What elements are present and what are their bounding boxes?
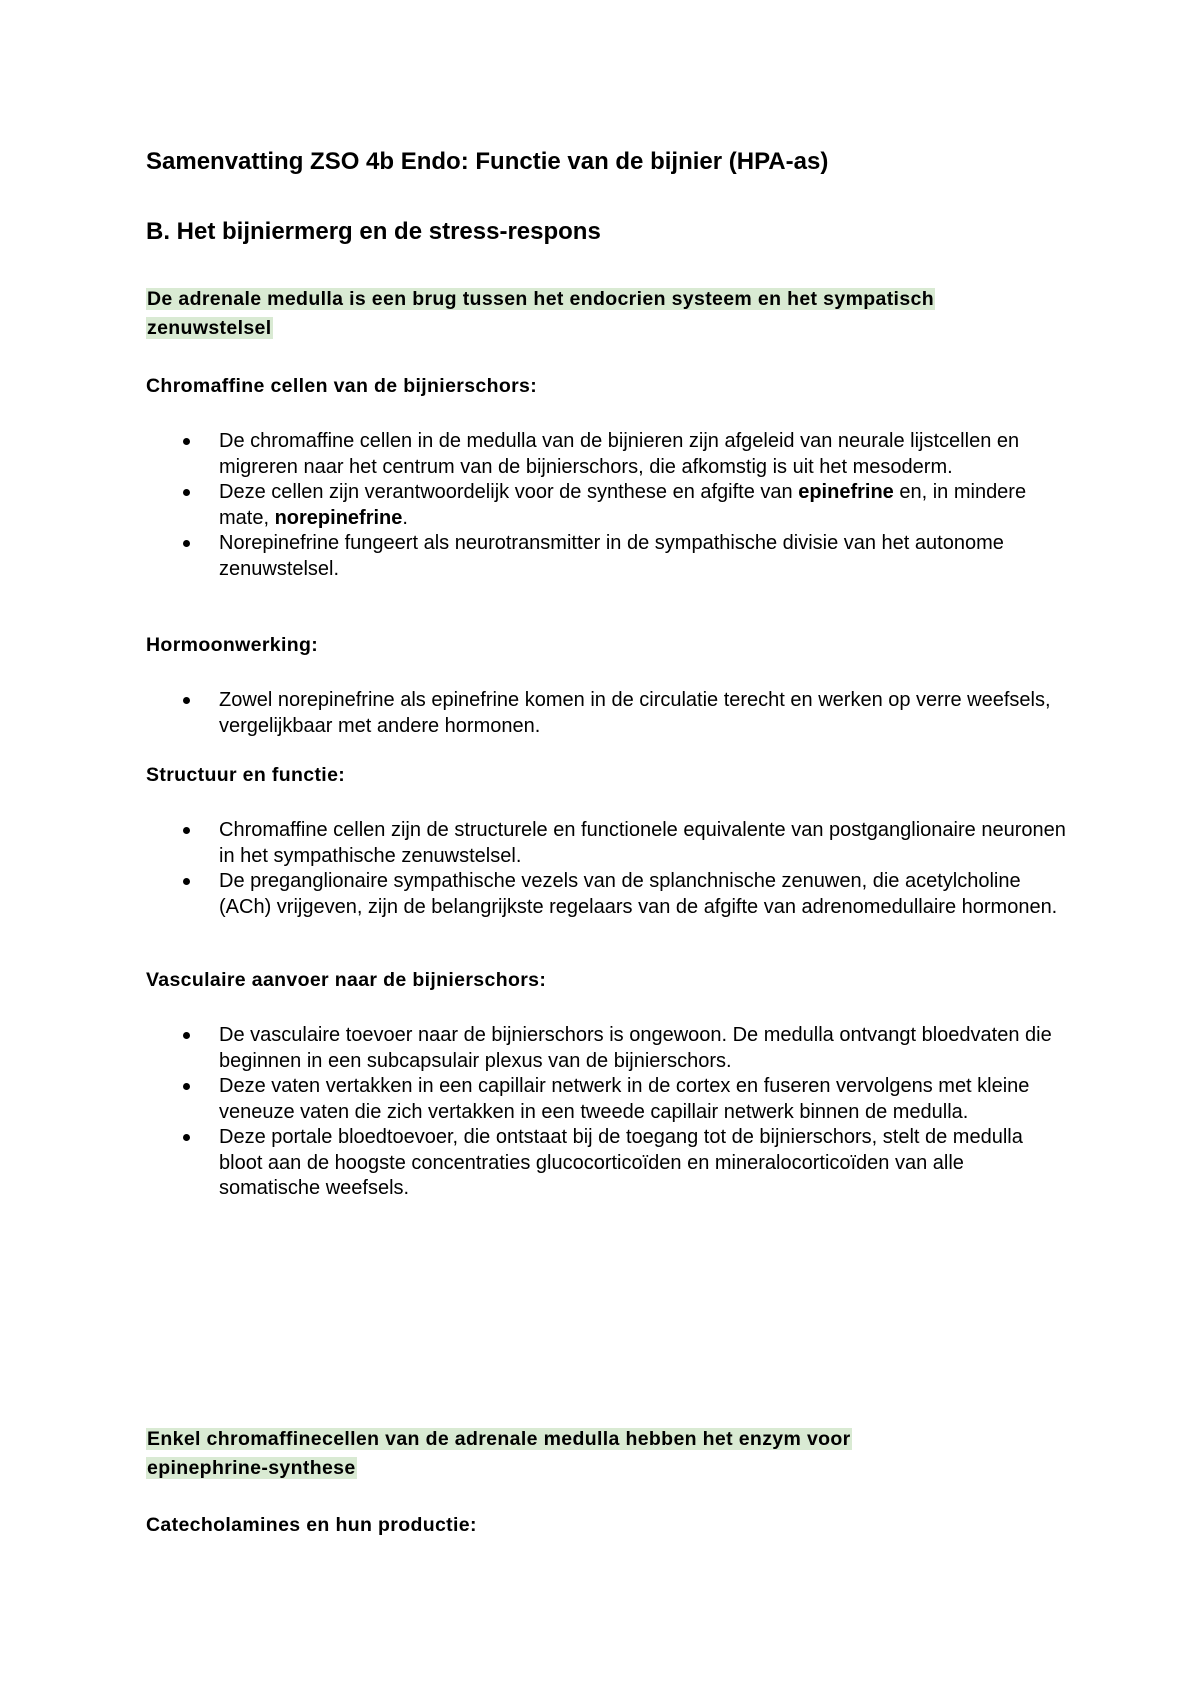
list-item-text: en, in mindere mate, — [219, 481, 1027, 529]
bullet-icon — [183, 827, 190, 834]
highlight-line: Enkel chromaffinecellen van de adrenale medulla hebben het enzym voor — [147, 1428, 851, 1450]
bullet-icon — [183, 697, 190, 704]
bullet-icon — [183, 1032, 190, 1039]
bold-term: norepinefrine — [274, 506, 403, 529]
subheading-structure-function: Structuur en functie: — [146, 764, 346, 786]
list-item-text: De preganglionaire sympathische vezels van de splanchnische zenuwen, die acetylcholine (ACh) vrijgeven, zijn de belangrijkste regelaars van de afgifte van adrenomedullaire hormonen. — [219, 870, 1058, 918]
bullet-list — [146, 1023, 1066, 1202]
highlighted-statement — [146, 1425, 1046, 1483]
subheading-catecholamines: Catecholamines en hun productie: — [146, 1514, 477, 1536]
highlight-line: epinephrine-synthese — [147, 1457, 356, 1479]
list-item — [146, 818, 1066, 869]
bullet-icon — [183, 878, 190, 885]
list-item — [146, 1074, 1066, 1125]
bullet-list — [146, 818, 1066, 920]
bullet-list — [146, 688, 1066, 739]
bullet-icon — [183, 1083, 190, 1090]
bullet-icon — [183, 438, 190, 445]
highlight-line: De adrenale medulla is een brug tussen het endocrien systeem en het sympatisch — [147, 288, 934, 310]
list-item-text: Chromaffine cellen zijn de structurele en functionele equivalente van postganglionaire neuronen in het sympathische zenuwstelsel. — [219, 819, 1066, 867]
bold-term: epinefrine — [798, 481, 894, 503]
list-item-text: Deze vaten vertakken in een capillair netwerk in de cortex en fuseren vervolgens met kleine veneuze vaten die zich vertakken in een tweede capillair netwerk binnen de medulla. — [219, 1075, 1030, 1123]
list-item-text: . — [402, 506, 408, 529]
bullet-icon — [183, 1134, 190, 1141]
list-item-text: Zowel norepinefrine als epinefrine komen in de circulatie terecht en werken op verre weefsels, vergelijkbaar met andere hormonen. — [219, 689, 1051, 737]
list-item — [146, 531, 1066, 582]
section-title: B. Het bijniermerg en de stress-respons — [146, 218, 601, 245]
list-item-text: Deze cellen zijn verantwoordelijk voor de synthese en afgifte van — [219, 481, 799, 503]
list-item — [146, 480, 1066, 531]
bullet-list — [146, 429, 1066, 582]
list-item — [146, 1023, 1066, 1074]
list-item-text: De chromaffine cellen in de medulla van de bijnieren zijn afgeleid van neurale lijstcellen en migreren naar het centrum van de bijnierschors, die afkomstig is uit het mesoderm. — [219, 430, 1020, 478]
highlighted-statement — [146, 285, 1046, 343]
list-item-text: Norepinefrine fungeert als neurotransmitter in de sympathische divisie van het autonome zenuwstelsel. — [219, 532, 1004, 580]
list-item-text: Deze portale bloedtoevoer, die ontstaat bij de toegang tot de bijnierschors, stelt de medulla bloot aan de hoogste concentraties glucocorticoïden en mineralocorticoïden van alle somatische weefsels. — [219, 1126, 1023, 1199]
subheading-vascular-supply: Vasculaire aanvoer naar de bijnierschors: — [146, 969, 547, 991]
list-item — [146, 869, 1066, 920]
bullet-icon — [183, 489, 190, 496]
list-item — [146, 429, 1066, 480]
subheading-chromaffine-cells: Chromaffine cellen van de bijnierschors: — [146, 375, 538, 397]
list-item — [146, 688, 1066, 739]
bullet-icon — [183, 540, 190, 547]
list-item — [146, 1125, 1066, 1202]
highlight-line: zenuwstelsel — [147, 317, 272, 339]
subheading-hormone-action: Hormoonwerking: — [146, 634, 319, 656]
document-title: Samenvatting ZSO 4b Endo: Functie van de bijnier (HPA-as) — [146, 148, 829, 175]
list-item-text: De vasculaire toevoer naar de bijnierschors is ongewoon. De medulla ontvangt bloedvaten die beginnen in een subcapsulair plexus van de bijnierschors. — [219, 1024, 1052, 1072]
